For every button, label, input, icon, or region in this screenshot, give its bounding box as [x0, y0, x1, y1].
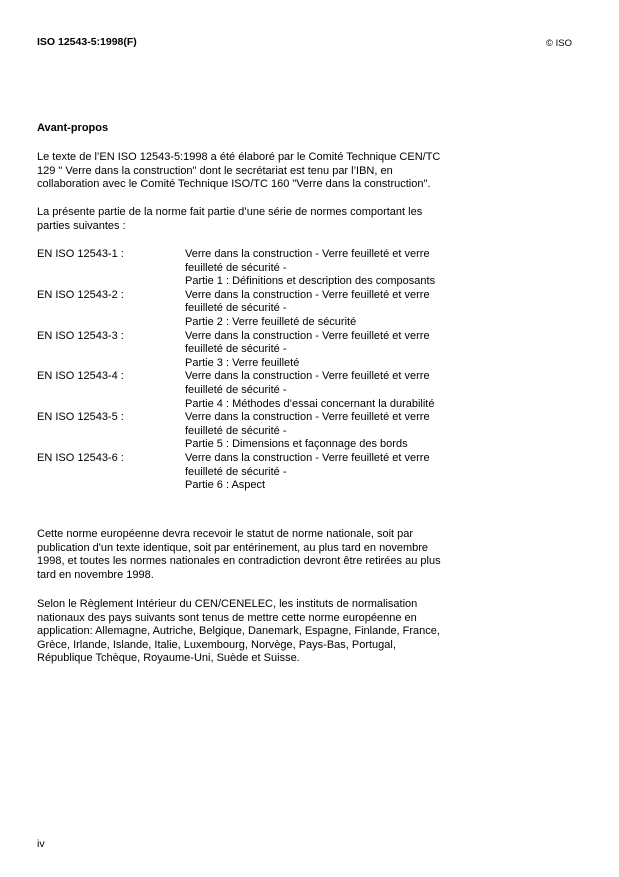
paragraph-line: Selon le Règlement Intérieur du CEN/CENELEC, les instituts de normalisation — [37, 598, 418, 610]
standard-description-line: Verre dans la construction - Verre feuilleté et verre — [185, 248, 430, 260]
standard-description — [185, 330, 507, 371]
paragraph-intro — [37, 151, 507, 192]
page-number: iv — [37, 838, 45, 850]
paragraph-parts-intro — [37, 206, 507, 233]
paragraph-line: collaboration avec le Comité Technique ISO/TC 160 "Verre dans la construction". — [37, 178, 431, 191]
standards-list-item — [37, 289, 507, 330]
standard-description-line: Verre dans la construction - Verre feuilleté et verre — [185, 288, 430, 301]
standards-list-item — [37, 411, 507, 452]
paragraph-line: Cette norme européenne devra recevoir le statut de norme nationale, soit par — [37, 528, 414, 540]
standard-code: EN ISO 12543-6 : — [37, 451, 124, 464]
paragraph-line: nationaux des pays suivants sont tenus de mettre cette norme européenne en — [37, 611, 417, 624]
paragraph-line: application: Allemagne, Autriche, Belgique, Danemark, Espagne, Finlande, France, — [37, 625, 440, 638]
paragraph-line: tard en novembre 1998. — [37, 568, 154, 581]
paragraph-line: Le texte de l’EN ISO 12543-5:1998 a été élaboré par le Comité Technique CEN/TC — [37, 151, 441, 163]
standards-list-item — [37, 370, 507, 411]
standard-description — [185, 452, 507, 493]
standard-description-line: Partie 1 : Définitions et description des composants — [185, 275, 436, 288]
standard-description-line: feuilleté de sécurité - — [185, 465, 287, 478]
page-header-copyright: © ISO — [545, 38, 572, 49]
paragraph-line: Grèce, Irlande, Islande, Italie, Luxembourg, Norvège, Pays-Bas, Portugal, — [37, 638, 396, 651]
standard-code: EN ISO 12543-5 : — [37, 411, 124, 424]
standard-description-line: Partie 5 : Dimensions et façonnage des bords — [185, 438, 408, 451]
standard-description-line: feuilleté de sécurité - — [185, 343, 287, 356]
standard-description-line: Verre dans la construction - Verre feuilleté et verre — [185, 411, 430, 424]
standards-list — [37, 248, 507, 493]
standard-code: EN ISO 12543-4 : — [37, 370, 124, 383]
standard-description-line: feuilleté de sécurité - — [185, 383, 287, 396]
standard-code: EN ISO 12543-2 : — [37, 288, 124, 301]
standard-code: EN ISO 12543-3 : — [37, 329, 124, 342]
standard-description-line: Verre dans la construction - Verre feuilleté et verre — [185, 329, 430, 342]
paragraph-line: République Tchèque, Royaume-Uni, Suède et Suisse. — [37, 652, 300, 665]
paragraph-line: 1998, et toutes les normes nationales en contradiction devront être retirées au plus — [37, 555, 441, 568]
standard-description-line: Partie 4 : Méthodes d’essai concernant la durabilité — [185, 397, 435, 410]
standard-description-line: Partie 3 : Verre feuilleté — [185, 356, 300, 369]
standard-description — [185, 411, 507, 452]
paragraph-countries — [37, 598, 507, 666]
section-title: Avant-propos — [37, 122, 109, 134]
standard-description — [185, 289, 507, 330]
paragraph-adoption — [37, 528, 507, 582]
standard-description-line: feuilleté de sécurité - — [185, 424, 287, 437]
standard-description-line: Verre dans la construction - Verre feuilleté et verre — [185, 370, 430, 383]
paragraph-line: publication d'un texte identique, soit par entérinement, au plus tard en novembre — [37, 541, 429, 554]
standard-description-line: feuilleté de sécurité - — [185, 261, 287, 274]
standard-description-line: Verre dans la construction - Verre feuilleté et verre — [185, 451, 430, 464]
standard-code: EN ISO 12543-1 : — [37, 248, 124, 260]
standard-description-line: Partie 2 : Verre feuilleté de sécurité — [185, 315, 357, 328]
standards-list-item — [37, 452, 507, 493]
standard-description — [185, 370, 507, 411]
standard-description — [185, 248, 507, 289]
paragraph-line: 129 " Verre dans la construction" dont le secrétariat est tenu par l’IBN, en — [37, 164, 393, 177]
standards-list-item — [37, 330, 507, 371]
standard-description-line: feuilleté de sécurité - — [185, 302, 287, 315]
standards-list-item — [37, 248, 507, 289]
paragraph-line: parties suivantes : — [37, 219, 126, 232]
standard-description-line: Partie 6 : Aspect — [185, 479, 266, 492]
page-header-doc-id: ISO 12543-5:1998(F) — [37, 36, 137, 48]
paragraph-line: La présente partie de la norme fait partie d’une série de normes comportant les — [37, 206, 423, 218]
